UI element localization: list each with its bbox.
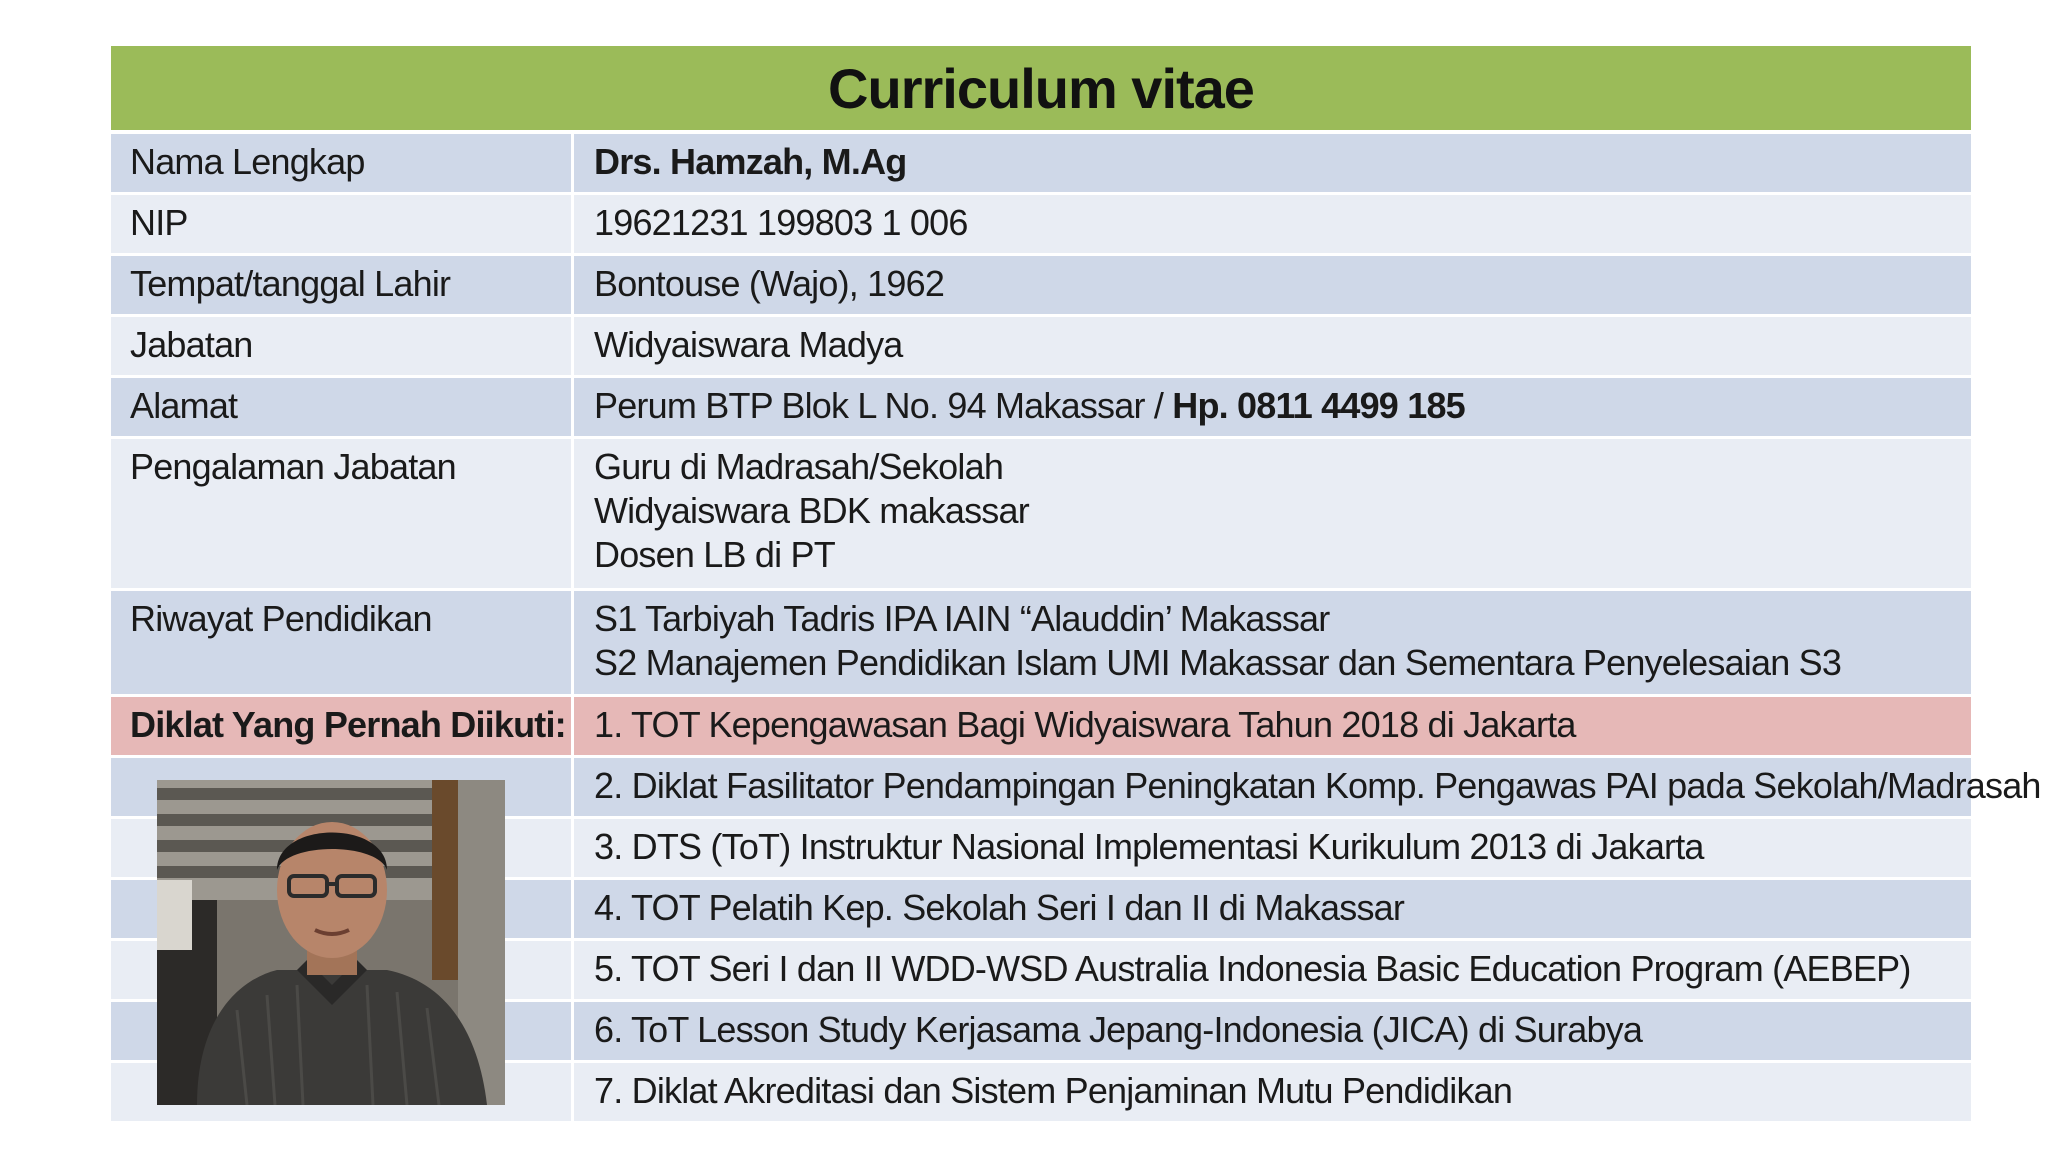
value-nip: 19621231 199803 1 006 (594, 202, 968, 243)
value-nama-lengkap: Drs. Hamzah, M.Ag (594, 141, 907, 182)
value-jabatan: Widyaiswara Madya (594, 324, 903, 365)
label-diklat: Diklat Yang Pernah Diikuti: (111, 697, 574, 755)
value-alamat-phone: Hp. 0811 4499 185 (1172, 385, 1465, 426)
pendidikan-line: S2 Manajemen Pendidikan Islam UMI Makassar dan Sementara Penyelesaian S3 (594, 642, 1842, 683)
diklat-item: 1. TOT Kepengawasan Bagi Widyaiswara Tahun 2018 di Jakarta (594, 704, 1576, 745)
value-alamat (574, 378, 1971, 436)
row-alamat (111, 378, 1971, 439)
label-nama-lengkap: Nama Lengkap (111, 134, 574, 192)
row-riwayat-pendidikan (111, 591, 1971, 697)
diklat-item: 2. Diklat Fasilitator Pendampingan Peningkatan Komp. Pengawas PAI pada Sekolah/Madrasah (594, 765, 2041, 806)
value-alamat-text: Perum BTP Blok L No. 94 Makassar / (594, 385, 1173, 426)
pendidikan-line: S1 Tarbiyah Tadris IPA IAIN “Alauddin’ Makassar (594, 598, 1330, 639)
value-pengalaman-jabatan (574, 439, 1971, 588)
diklat-item: 3. DTS (ToT) Instruktur Nasional Implementasi Kurikulum 2013 di Jakarta (594, 826, 1704, 867)
value-tempat-tanggal-lahir: Bontouse (Wajo), 1962 (594, 263, 945, 304)
row-jabatan (111, 317, 1971, 378)
label-jabatan: Jabatan (111, 317, 574, 375)
label-tempat-tanggal-lahir: Tempat/tanggal Lahir (111, 256, 574, 314)
row-nip (111, 195, 1971, 256)
row-tempat-tanggal-lahir (111, 256, 1971, 317)
pengalaman-line: Guru di Madrasah/Sekolah (594, 446, 1004, 487)
label-nip: NIP (111, 195, 574, 253)
value-riwayat-pendidikan (574, 591, 1971, 694)
diklat-item: 6. ToT Lesson Study Kerjasama Jepang-Indonesia (JICA) di Surabya (594, 1009, 1643, 1050)
row-diklat-1 (111, 697, 1971, 758)
label-pengalaman-jabatan: Pengalaman Jabatan (111, 439, 574, 588)
cv-title: Curriculum vitae (111, 46, 1971, 130)
portrait-photo-icon (157, 780, 505, 1105)
label-riwayat-pendidikan: Riwayat Pendidikan (111, 591, 574, 694)
row-nama-lengkap (111, 134, 1971, 195)
portrait-photo (157, 780, 505, 1105)
row-pengalaman-jabatan (111, 439, 1971, 591)
diklat-item: 4. TOT Pelatih Kep. Sekolah Seri I dan II di Makassar (594, 887, 1405, 928)
diklat-item: 5. TOT Seri I dan II WDD-WSD Australia Indonesia Basic Education Program (AEBEP) (594, 948, 1911, 989)
pengalaman-line: Dosen LB di PT (594, 534, 835, 575)
diklat-item: 7. Diklat Akreditasi dan Sistem Penjaminan Mutu Pendidikan (594, 1070, 1513, 1111)
pengalaman-line: Widyaiswara BDK makassar (594, 490, 1029, 531)
label-alamat: Alamat (111, 378, 574, 436)
